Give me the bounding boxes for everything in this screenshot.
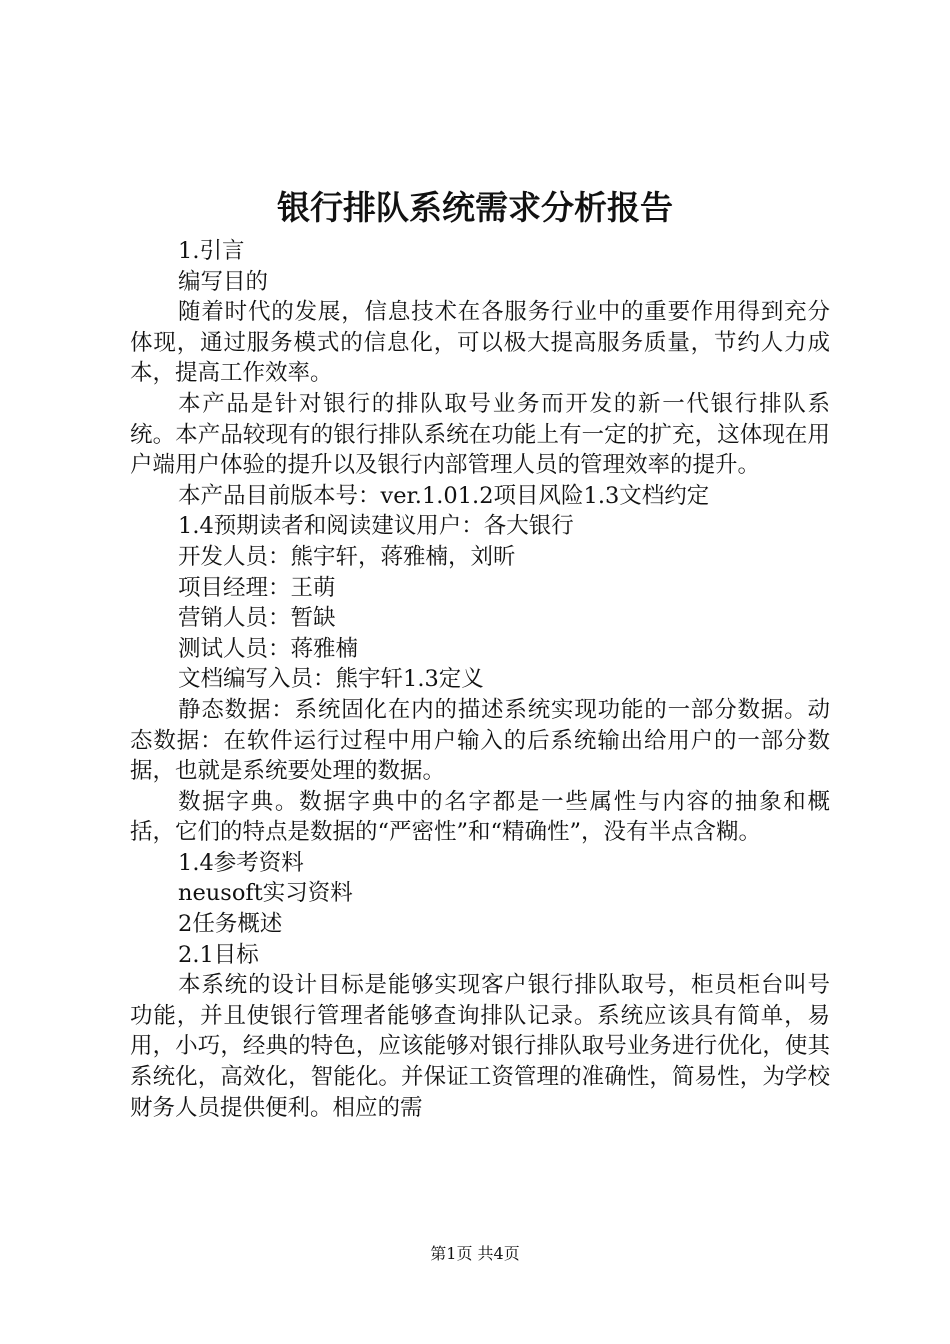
paragraph-heading-purpose: 编写目的 [178, 268, 269, 295]
paragraph-version: 本产品目前版本号：ver.1.01.2项目风险1.3文档约定 [178, 482, 710, 509]
paragraph-doc-writer: 文档编写入员：熊宇轩1.3定义 [178, 666, 484, 693]
paragraph-purpose-text: 随着时代的发展，信息技术在各服务行业中的重要作用得到充分体现，通过服务模式的信息化，可以极大提高服务质量，节约人力成本，提高工作效率。 [130, 299, 830, 387]
paragraph-heading-goal: 2.1目标 [178, 941, 259, 968]
paragraph-goal-text: 本系统的设计目标是能够实现客户银行排队取号，柜员柜台叫号功能，并且使银行管理者能够查询排队记录。系统应该具有简单，易用，小巧，经典的特色，应该能够对银行排队取号业务进行优化，使其系统化，高效化，智能化。并保证工资管理的准确性，简易性，为学校财务人员提供便利。相应的需 [130, 972, 830, 1121]
paragraph-static-data: 静态数据：系统固化在内的描述系统实现功能的一部分数据。动态数据：在软件运行过程中用户输入的后系统输出给用户的一部分数据，也就是系统要处理的数据。 [130, 696, 830, 785]
document-title: 银行排队系统需求分析报告 [277, 188, 673, 227]
paragraph-references-item: neusoft实习资料 [178, 880, 353, 907]
paragraph-project-manager: 项目经理：王萌 [178, 574, 336, 601]
page-footer: 第1页 共4页 [430, 1244, 520, 1263]
document-body [130, 236, 830, 1123]
paragraph-heading-references: 1.4参考资料 [178, 849, 304, 876]
paragraph-heading-intro: 1.引言 [178, 238, 245, 264]
paragraph-readers: 1.4预期读者和阅读建议用户：各大银行 [178, 513, 574, 540]
paragraph-data-dictionary: 数据字典。数据字典中的名字都是一些属性与内容的抽象和概括，它们的特点是数据的“严密性”和“精确性”，没有半点含糊。 [130, 788, 830, 846]
paragraph-heading-overview: 2任务概述 [178, 911, 283, 938]
paragraph-testers: 测试人员：蒋雅楠 [178, 635, 359, 662]
paragraph-developers: 开发人员：熊宇轩，蒋雅楠，刘昕 [178, 543, 516, 570]
paragraph-marketing: 营销人员：暂缺 [178, 605, 336, 632]
paragraph-product-text: 本产品是针对银行的排队取号业务而开发的新一代银行排队系统。本产品较现有的银行排队系统在功能上有一定的扩充，这体现在用户端用户体验的提升以及银行内部管理人员的管理效率的提升。 [130, 390, 830, 479]
